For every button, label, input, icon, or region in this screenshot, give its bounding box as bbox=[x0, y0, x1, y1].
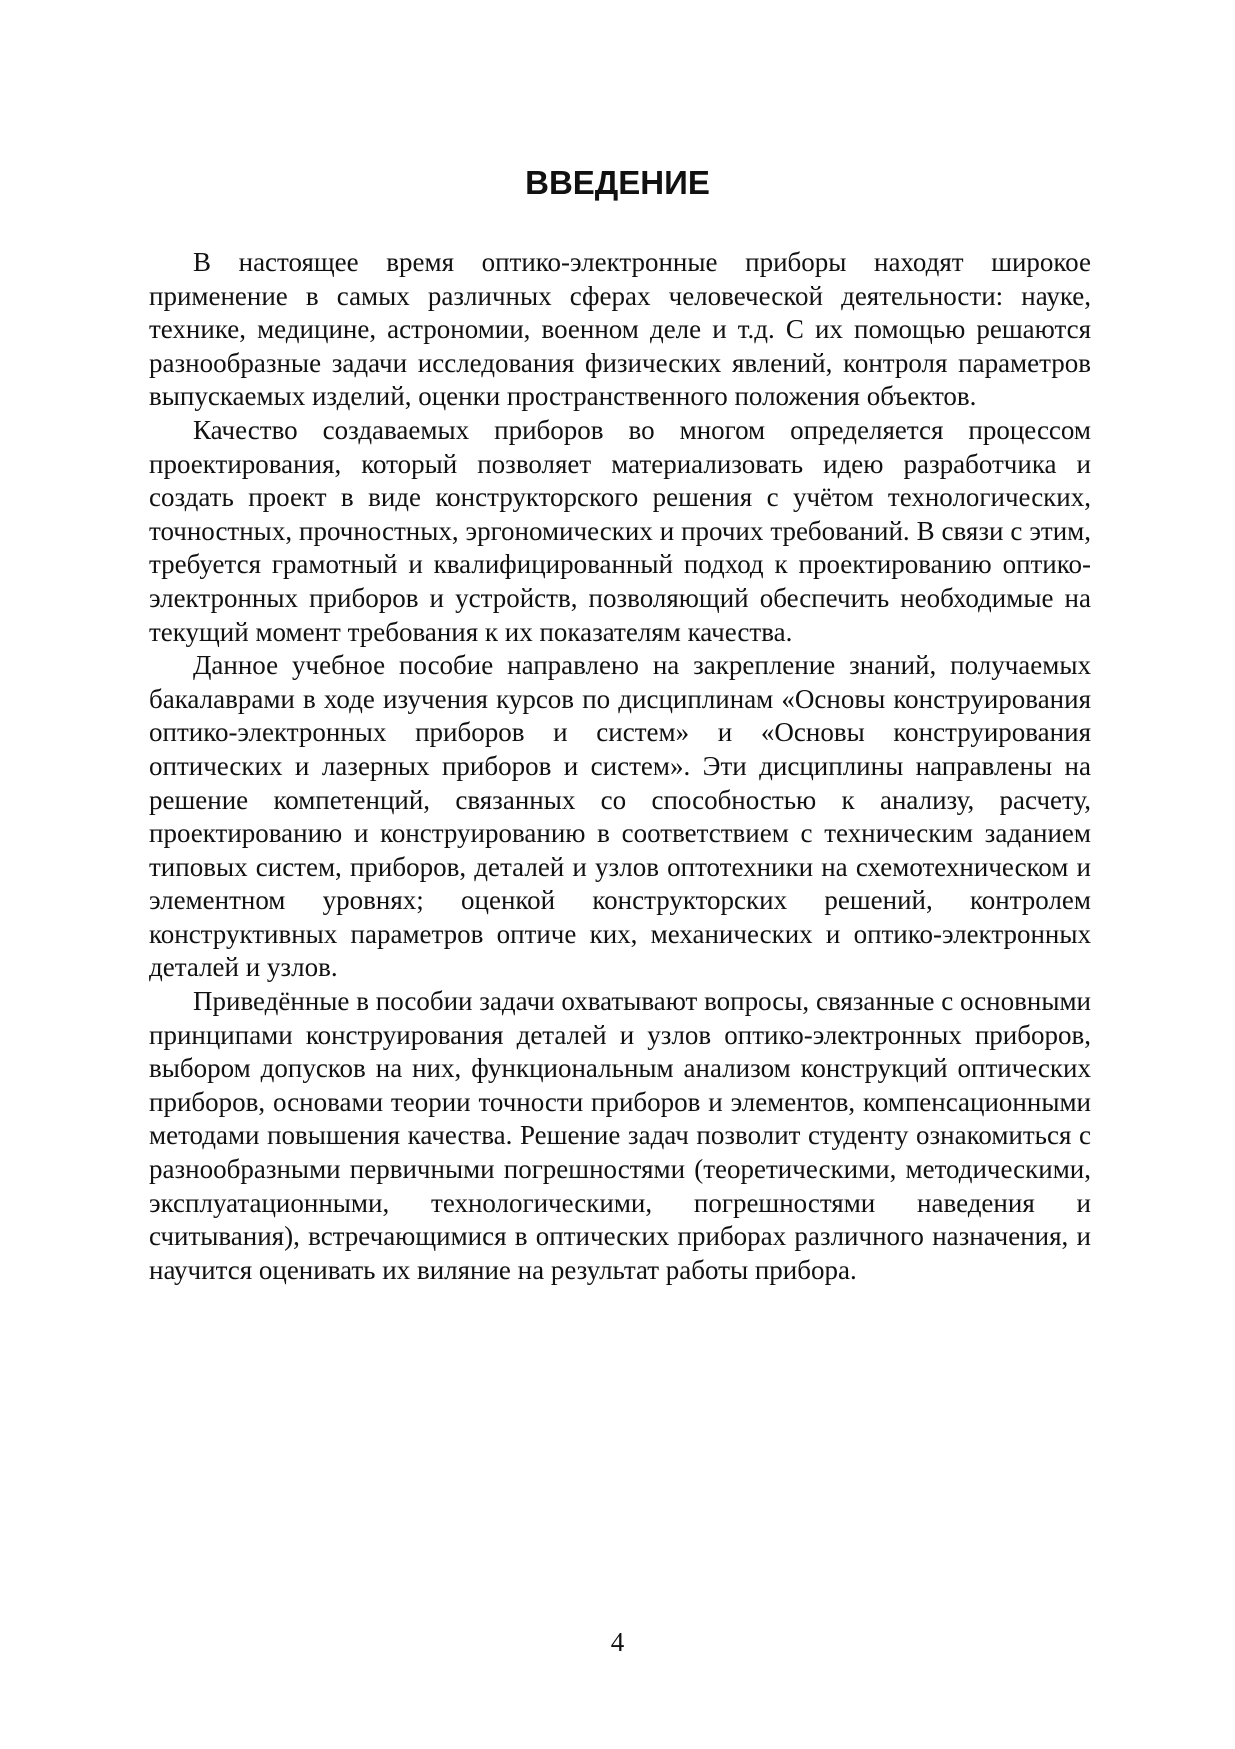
paragraph-3: Данное учебное пособие направлено на закрепление знаний, получаемых бакалаврами в ходе изучения курсов по дисциплинам «Основы конструирования оптико-электронных приборов и систем» и «Основы конструирования оптических и лазерных приборов и систем». Эти дисциплины направлены на решение компетенций, связанных со способностью к анализу, расчету, проектированию и конструированию в соответствием с техническим заданием типовых систем, приборов, деталей и узлов оптотехники на схемотехническом и элементном уровнях; оценкой конструкторских решений, контролем конструктивных параметров оптиче ких, механических и оптико-электронных деталей и узлов. bbox=[149, 650, 1091, 983]
page-number: 4 bbox=[610, 1627, 625, 1657]
paragraph-2: Качество создаваемых приборов во многом определяется процессом проектирования, который позволяет материализовать идею разработчика и создать проект в виде конструкторского решения с учётом технологических, точностных, прочностных, эргономических и прочих требований. В связи с этим, требуется грамотный и квалифицированный подход к проектированию оптико-электронных приборов и устройств, позволяющий обеспечить необходимые на текущий момент требования к их показателям качества. bbox=[149, 414, 1091, 647]
page-title: ВВЕДЕНИЕ bbox=[525, 164, 710, 201]
paragraph-4: Приведённые в пособии задачи охватывают вопросы, связанные с основными принципами конструирования деталей и узлов оптико-электронных приборов, выбором допусков на них, функциональным анализом конструкций оптических приборов, основами теории точности приборов и элементов, компенсационными методами повышения качества. Решение задач позволит студенту ознакомиться с разнообразными первичными погрешностями (теоретическими, методическими, эксплуатационными, технологическими, погрешностями наведения и считывания), встречающимися в оптических приборах различного назначения, и научится оценивать их виляние на результат работы прибора. bbox=[149, 986, 1091, 1285]
body-text bbox=[149, 246, 1091, 1287]
paragraph-1: В настоящее время оптико-электронные приборы находят широкое применение в самых различных сферах человеческой деятельности: науке, технике, медицине, астрономии, военном деле и т.д. С их помощью решаются разнообразные задачи исследования физических явлений, контроля параметров выпускаемых изделий, оценки пространственного положения объектов. bbox=[149, 247, 1091, 412]
